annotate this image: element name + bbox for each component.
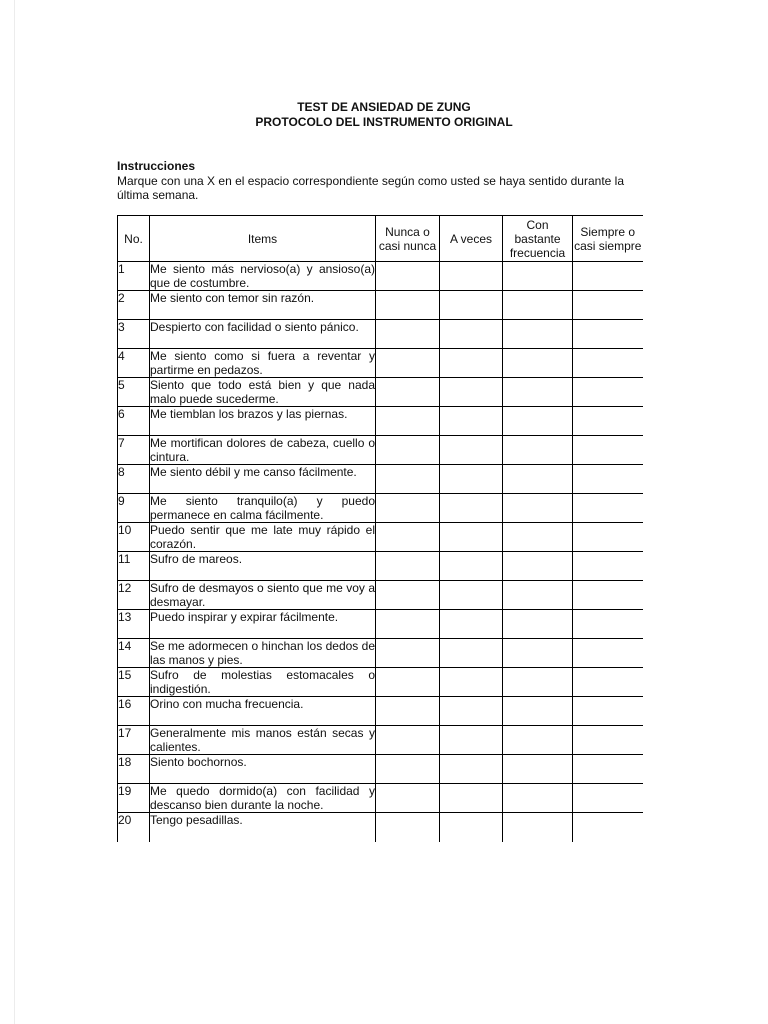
answer-a-veces-cell[interactable] (440, 436, 503, 465)
answer-nunca-cell[interactable] (376, 378, 440, 407)
table-row (118, 668, 643, 697)
row-item-text: Se me adormecen o hinchan los dedos de las manos y pies. (150, 639, 375, 667)
row-item-text: Me siento débil y me canso fácilmente. (150, 465, 376, 494)
answer-a-veces-cell[interactable] (440, 262, 503, 291)
answer-a-veces-cell[interactable] (440, 523, 503, 552)
answer-siempre-cell[interactable] (573, 784, 643, 813)
answer-con-bastante-cell[interactable] (503, 784, 573, 813)
answer-con-bastante-cell[interactable] (503, 697, 573, 726)
row-number: 8 (118, 465, 150, 494)
row-item-text: Me quedo dormido(a) con facilidad y descanso bien durante la noche. (150, 784, 375, 812)
table-row (118, 697, 643, 726)
answer-siempre-cell[interactable] (573, 668, 643, 697)
answer-nunca-cell[interactable] (376, 465, 440, 494)
answer-a-veces-cell[interactable] (440, 697, 503, 726)
document-subtitle: PROTOCOLO DEL INSTRUMENTO ORIGINAL (255, 115, 513, 129)
page-edge (14, 0, 15, 1024)
row-number: 19 (118, 784, 150, 813)
row-number: 16 (118, 697, 150, 726)
answer-con-bastante-cell[interactable] (503, 813, 573, 843)
answer-nunca-cell[interactable] (376, 639, 440, 668)
table-row (118, 639, 643, 668)
table-row (118, 813, 643, 843)
answer-nunca-cell[interactable] (376, 668, 440, 697)
answer-siempre-cell[interactable] (573, 407, 643, 436)
row-number: 12 (118, 581, 150, 610)
answer-siempre-cell[interactable] (573, 552, 643, 581)
answer-siempre-cell[interactable] (573, 291, 643, 320)
row-item-text: Sufro de molestias estomacales o indigestión. (150, 668, 375, 696)
header-no: No. (118, 216, 150, 262)
answer-nunca-cell[interactable] (376, 726, 440, 755)
row-item-text: Me siento como si fuera a reventar y partirme en pedazos. (150, 349, 375, 377)
answer-nunca-cell[interactable] (376, 320, 440, 349)
answer-nunca-cell[interactable] (376, 349, 440, 378)
answer-con-bastante-cell[interactable] (503, 494, 573, 523)
answer-con-bastante-cell[interactable] (503, 581, 573, 610)
row-number: 7 (118, 436, 150, 465)
answer-siempre-cell[interactable] (573, 610, 643, 639)
answer-a-veces-cell[interactable] (440, 552, 503, 581)
answer-con-bastante-cell[interactable] (503, 755, 573, 784)
answer-nunca-cell[interactable] (376, 697, 440, 726)
row-number: 13 (118, 610, 150, 639)
answer-con-bastante-cell[interactable] (503, 349, 573, 378)
answer-siempre-cell[interactable] (573, 726, 643, 755)
row-item-text: Me siento tranquilo(a) y puedo permanece en calma fácilmente. (150, 494, 375, 522)
answer-siempre-cell[interactable] (573, 262, 643, 291)
answer-siempre-cell[interactable] (573, 436, 643, 465)
table-row (118, 523, 643, 552)
table-row (118, 262, 643, 291)
row-item-text: Generalmente mis manos están secas y calientes. (150, 726, 375, 754)
table-row (118, 610, 643, 639)
answer-siempre-cell[interactable] (573, 639, 643, 668)
table-row (118, 320, 643, 349)
answer-con-bastante-cell[interactable] (503, 407, 573, 436)
instructions-heading: Instrucciones (117, 159, 196, 173)
answer-nunca-cell[interactable] (376, 581, 440, 610)
table-row (118, 291, 643, 320)
answer-con-bastante-cell[interactable] (503, 320, 573, 349)
answer-a-veces-cell[interactable] (440, 465, 503, 494)
row-item-text: Tengo pesadillas. (150, 813, 376, 843)
row-item-text: Orino con mucha frecuencia. (150, 697, 376, 726)
answer-siempre-cell[interactable] (573, 523, 643, 552)
answer-a-veces-cell[interactable] (440, 291, 503, 320)
answer-con-bastante-cell[interactable] (503, 726, 573, 755)
answer-a-veces-cell[interactable] (440, 755, 503, 784)
answer-a-veces-cell[interactable] (440, 610, 503, 639)
answer-a-veces-cell[interactable] (440, 813, 503, 843)
answer-siempre-cell[interactable] (573, 320, 643, 349)
row-number: 10 (118, 523, 150, 552)
answer-nunca-cell[interactable] (376, 610, 440, 639)
table-row (118, 465, 643, 494)
answer-con-bastante-cell[interactable] (503, 436, 573, 465)
row-item-text: Despierto con facilidad o siento pánico. (150, 320, 376, 349)
answer-siempre-cell[interactable] (573, 378, 643, 407)
answer-a-veces-cell[interactable] (440, 494, 503, 523)
answer-siempre-cell[interactable] (573, 755, 643, 784)
row-number: 5 (118, 378, 150, 407)
answer-nunca-cell[interactable] (376, 262, 440, 291)
row-item-text: Sufro de mareos. (150, 552, 376, 581)
table-row (118, 726, 643, 755)
table-row (118, 581, 643, 610)
row-number: 20 (118, 813, 150, 843)
instructions-text: Marque con una X en el espacio correspondiente según como usted se haya sentido durante la última semana. (117, 173, 624, 202)
row-item-text: Me tiemblan los brazos y las piernas. (150, 407, 376, 436)
answer-con-bastante-cell[interactable] (503, 610, 573, 639)
answer-con-bastante-cell[interactable] (503, 552, 573, 581)
answer-con-bastante-cell[interactable] (503, 639, 573, 668)
answer-con-bastante-cell[interactable] (503, 378, 573, 407)
table-row (118, 436, 643, 465)
table-row (118, 552, 643, 581)
title-block (0, 100, 768, 130)
row-number: 11 (118, 552, 150, 581)
table-row (118, 349, 643, 378)
row-item-text: Siento que todo está bien y que nada malo puede sucederme. (150, 378, 375, 406)
answer-a-veces-cell[interactable] (440, 726, 503, 755)
row-item-text: Me mortifican dolores de cabeza, cuello o cintura. (150, 436, 375, 464)
answer-siempre-cell[interactable] (573, 581, 643, 610)
table-body (118, 262, 643, 843)
answer-con-bastante-cell[interactable] (503, 465, 573, 494)
row-item-text: Puedo sentir que me late muy rápido el corazón. (150, 523, 375, 551)
answer-nunca-cell[interactable] (376, 523, 440, 552)
header-items: Items (150, 216, 376, 262)
answer-nunca-cell[interactable] (376, 755, 440, 784)
header-nunca: Nunca o casi nunca (376, 216, 440, 262)
answer-a-veces-cell[interactable] (440, 407, 503, 436)
answer-a-veces-cell[interactable] (440, 378, 503, 407)
answer-con-bastante-cell[interactable] (503, 668, 573, 697)
row-number: 18 (118, 755, 150, 784)
row-item-text: Puedo inspirar y expirar fácilmente. (150, 610, 376, 639)
answer-con-bastante-cell[interactable] (503, 262, 573, 291)
answer-a-veces-cell[interactable] (440, 668, 503, 697)
answer-nunca-cell[interactable] (376, 436, 440, 465)
row-number: 9 (118, 494, 150, 523)
row-number: 1 (118, 262, 150, 291)
answer-siempre-cell[interactable] (573, 813, 643, 843)
row-item-text: Siento bochornos. (150, 755, 376, 784)
row-number: 2 (118, 291, 150, 320)
answer-nunca-cell[interactable] (376, 494, 440, 523)
table-row (118, 755, 643, 784)
document-title: TEST DE ANSIEDAD DE ZUNG (297, 100, 471, 114)
instructions (117, 159, 647, 203)
row-number: 3 (118, 320, 150, 349)
answer-nunca-cell[interactable] (376, 291, 440, 320)
row-number: 14 (118, 639, 150, 668)
header-siempre: Siempre o casi siempre (573, 216, 643, 262)
answer-siempre-cell[interactable] (573, 465, 643, 494)
answer-a-veces-cell[interactable] (440, 784, 503, 813)
row-item-text: Me siento con temor sin razón. (150, 291, 376, 320)
row-item-text: Me siento más nervioso(a) y ansioso(a) que de costumbre. (150, 262, 375, 290)
answer-siempre-cell[interactable] (573, 349, 643, 378)
answer-con-bastante-cell[interactable] (503, 291, 573, 320)
answer-a-veces-cell[interactable] (440, 639, 503, 668)
table-row (118, 407, 643, 436)
row-number: 17 (118, 726, 150, 755)
row-number: 15 (118, 668, 150, 697)
table-header-row (118, 216, 643, 262)
row-number: 6 (118, 407, 150, 436)
table-row (118, 784, 643, 813)
answer-siempre-cell[interactable] (573, 697, 643, 726)
zung-table (117, 215, 643, 842)
answer-nunca-cell[interactable] (376, 784, 440, 813)
answer-nunca-cell[interactable] (376, 813, 440, 843)
answer-nunca-cell[interactable] (376, 552, 440, 581)
answer-nunca-cell[interactable] (376, 407, 440, 436)
answer-con-bastante-cell[interactable] (503, 523, 573, 552)
answer-a-veces-cell[interactable] (440, 349, 503, 378)
answer-a-veces-cell[interactable] (440, 320, 503, 349)
answer-siempre-cell[interactable] (573, 494, 643, 523)
table-row (118, 494, 643, 523)
header-a-veces: A veces (440, 216, 503, 262)
header-con-bastante: Con bastante frecuencia (503, 216, 573, 262)
answer-a-veces-cell[interactable] (440, 581, 503, 610)
row-number: 4 (118, 349, 150, 378)
row-item-text: Sufro de desmayos o siento que me voy a desmayar. (150, 581, 375, 609)
table-row (118, 378, 643, 407)
